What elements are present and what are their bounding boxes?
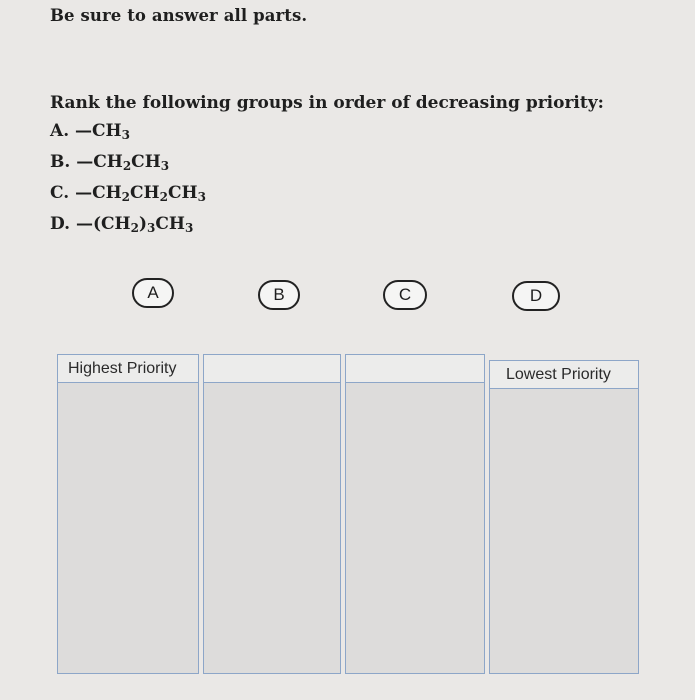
choice-list xyxy=(50,118,206,242)
choice-formula: $—CH_2CH_3$ xyxy=(76,152,170,173)
drag-item-c[interactable]: C xyxy=(383,280,427,310)
drag-item-d[interactable]: D xyxy=(512,281,560,311)
choice-label: D. xyxy=(50,214,71,234)
question-text: Rank the following groups in order of decreasing priority: xyxy=(50,93,604,113)
ranking-table xyxy=(57,348,639,674)
lowest-priority-label: Lowest Priority xyxy=(490,361,638,389)
rank-slot-3[interactable] xyxy=(345,354,485,674)
rank-slot-1[interactable] xyxy=(57,354,199,674)
choice-formula: $—CH_2CH_2CH_3$ xyxy=(75,183,206,204)
choice-b xyxy=(50,149,206,180)
choice-label: B. xyxy=(50,152,71,172)
instructions-text: Be sure to answer all parts. xyxy=(50,6,308,25)
choice-formula: $—CH_3$ xyxy=(75,121,130,142)
choice-d xyxy=(50,211,206,242)
drop-zone[interactable] xyxy=(58,383,198,673)
rank-slot-4[interactable] xyxy=(489,360,639,674)
drop-zone[interactable] xyxy=(346,383,484,673)
slot-header xyxy=(204,355,340,383)
drop-zone[interactable] xyxy=(490,389,638,673)
choice-label: A. xyxy=(50,121,70,141)
slot-header xyxy=(346,355,484,383)
choice-c xyxy=(50,180,206,211)
drop-zone[interactable] xyxy=(204,383,340,673)
choice-label: C. xyxy=(50,183,70,203)
choice-a xyxy=(50,118,206,149)
choice-formula: $—(CH_2)_3CH_3$ xyxy=(75,214,194,235)
highest-priority-label: Highest Priority xyxy=(58,355,198,383)
drag-item-b[interactable]: B xyxy=(258,280,300,310)
drag-item-a[interactable]: A xyxy=(132,278,174,308)
rank-slot-2[interactable] xyxy=(203,354,341,674)
